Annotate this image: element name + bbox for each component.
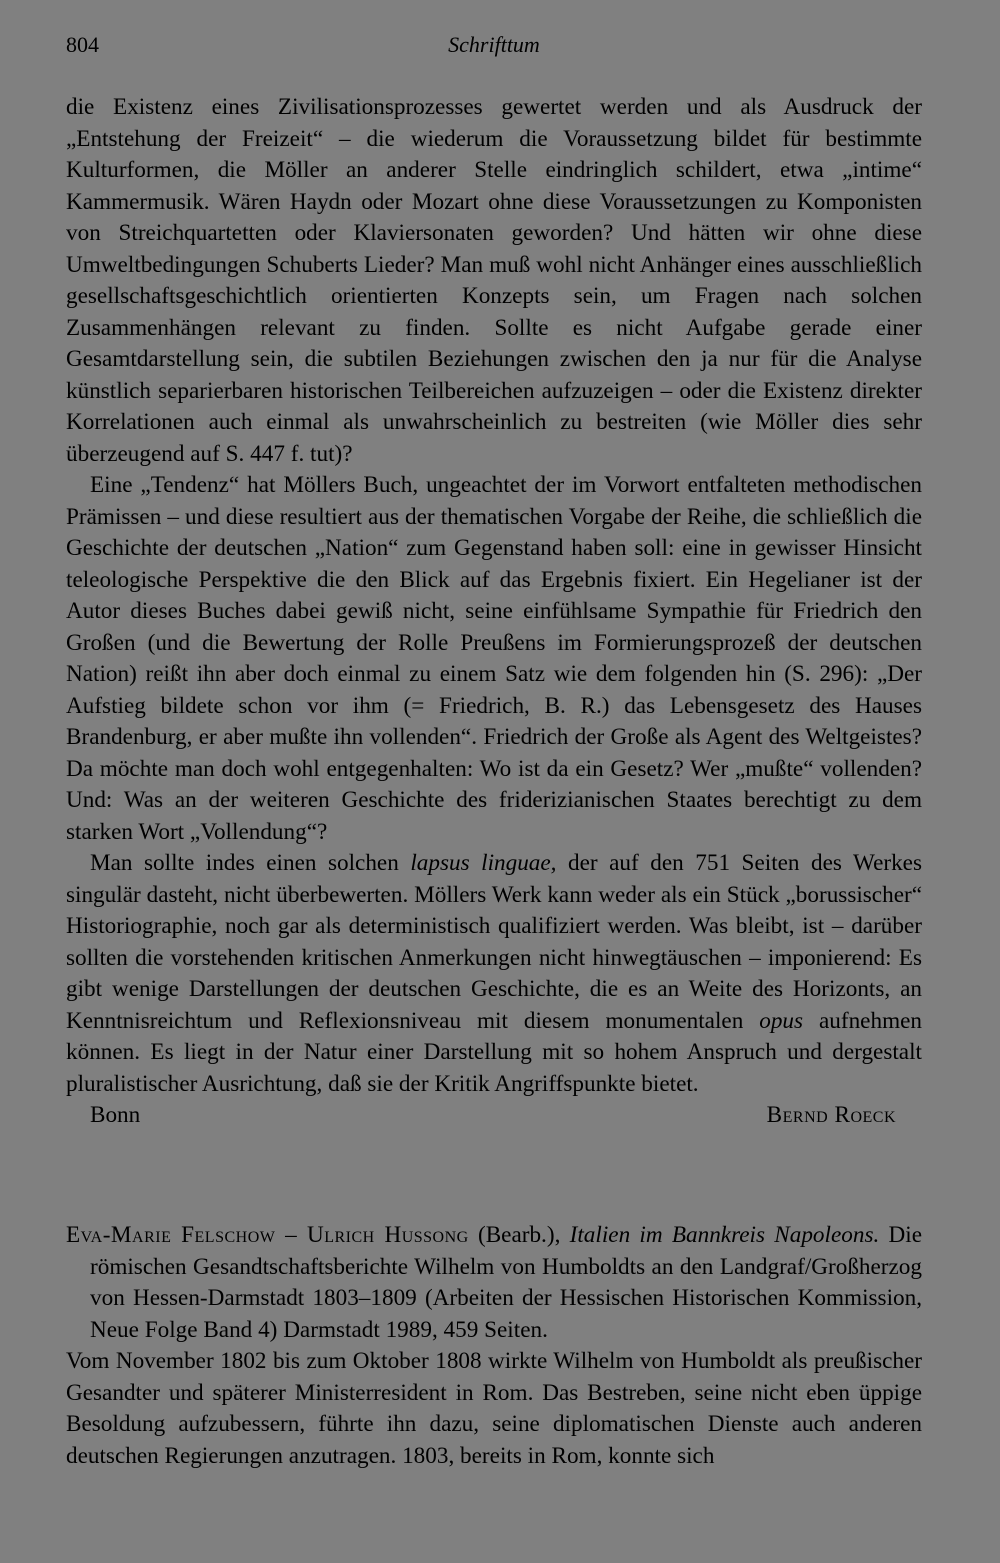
paragraph-2: Eine „Tendenz“ hat Möllers Buch, ungeachtet der im Vorwort entfalteten methodischen Prämissen – und diese resultiert aus der thematischen Vorgabe der Reihe, die schließlich die Geschichte der deutschen „Nation“ zum Gegenstand haben soll: eine in gewisser Hinsicht teleologische Perspektive die den Blick auf das Ergebnis fixiert. Ein Hegelianer ist der Autor dieses Buches dabei gewiß nicht, seine einfühlsame Sympathie für Friedrich den Großen (und die Bewertung der Rolle Preußens im Formierungsprozeß der deutschen Nation) reißt ihn aber doch einmal zu einem Satz wie dem folgenden hin (S. 296): „Der Aufstieg bildete schon vor ihm (= Friedrich, B. R.) das Lebensgesetz des Hauses Brandenburg, er aber mußte ihn vollenden“. Friedrich der Große als Agent des Weltgeistes? Da möchte man doch wohl entgegenhalten: Wo ist da ein Gesetz? Wer „mußte“ vollenden? Und: Was an der weiteren Geschichte des friderizianischen Staates berechtigt zu dem starken Wort „Vollendung“? [66,472,922,845]
editor-note: (Bearb.), [468,1222,570,1248]
running-head: Schrifttum [448,32,540,57]
signature-place: Bonn [90,1102,141,1128]
paragraph-1: die Existenz eines Zivilisationsprozesses gewertet werden und als Ausdruck der „Entstehung der Freizeit“ – die wiederum die Voraussetzung bildet für bestimmte Kulturformen, die Möller an anderer Stelle eindringlich schildert, etwa „intime“ Kammermusik. Wären Haydn oder Mozart ohne diese Voraussetzungen zu Komponisten von Streichquartetten oder Klaviersonaten geworden? Und hätten wir ohne diese Umweltbedingungen Schuberts Lieder? Man muß wohl nicht Anhänger eines ausschließlich gesellschaftsgeschichtlich orientierten Konzepts sein, um Fragen nach solchen Zusammenhängen relevant zu finden. Sollte es nicht Aufgabe gerade einer Gesamtdarstellung sein, die subtilen Beziehungen zwischen den ja nur für die Analyse künstlich separierbaren historischen Teilbereichen aufzuzeigen – oder die Existenz direkter Korrelationen auch einmal als unwahrscheinlich zu bestreiten (wie Möller dies sehr überzeugend auf S. 447 f. tut)? [66,94,922,467]
book-title: Italien im Bannkreis Napoleons. [569,1222,880,1248]
review-conclusion [66,92,922,1132]
paragraph-3-part-2: der auf den 751 Seiten des Werkes singulär dasteht, nicht überbewerten. Möllers Werk kann weder als ein Stück „borussischer“ Historiographie, noch gar als deterministisch qualifiziert werden. Was bleibt, ist – darüber sollten die vorstehenden kritischen Anmerkungen nicht hinwegtäuschen – imponierend: Es gibt wenige Darstellungen der deutschen Geschichte, die es an Weite des Horizonts, an Kenntnisreichtum und Reflexionsniveau mit diesem monumentalen [66,850,922,1034]
paragraph-3 [66,848,922,1100]
paragraph-3-part-1: Man sollte indes einen solchen [90,850,411,876]
signature-author: Bernd Roeck [766,1102,896,1128]
next-review [66,1220,922,1472]
paragraph-3-part-3: aufnehmen können. Es liegt in der Natur einer Darstellung mit so hohem Anspruch und dergestalt pluralistischer Ausrichtung, daß sie der Kritik Angriffspunkte bietet. [66,1007,922,1097]
review-text: Vom November 1802 bis zum Oktober 1808 wirkte Wilhelm von Humboldt als preußischer Gesandter und späterer Ministerresident in Rom. Das Bestreben, seine nicht eben üppige Besoldung aufzubessern, führte ihn dazu, seine diplomatischen Dienste auch anderen deutschen Regierungen anzutragen. 1803, bereits in Rom, konnte sich [66,1348,922,1469]
review-authors: Eva-Marie Felschow – Ulrich Hussong [66,1222,469,1248]
signature-line [66,1100,922,1132]
opus-term: opus [759,1007,804,1034]
book-subtitle: Die römischen Gesandtschaftsberichte Wilhelm von Humboldts an den Landgraf/Großherzog von Hessen-Darmstadt 1803–1809 (Arbeiten der Hessischen Historischen Kommission, Neue Folge Band 4) Darmstadt 1989, 459 Seiten. [90,1222,922,1343]
lapsus-linguae: lapsus linguae, [410,850,557,876]
bibliographic-entry [66,1220,922,1346]
page-number: 804 [66,32,99,57]
page-header [66,32,922,62]
